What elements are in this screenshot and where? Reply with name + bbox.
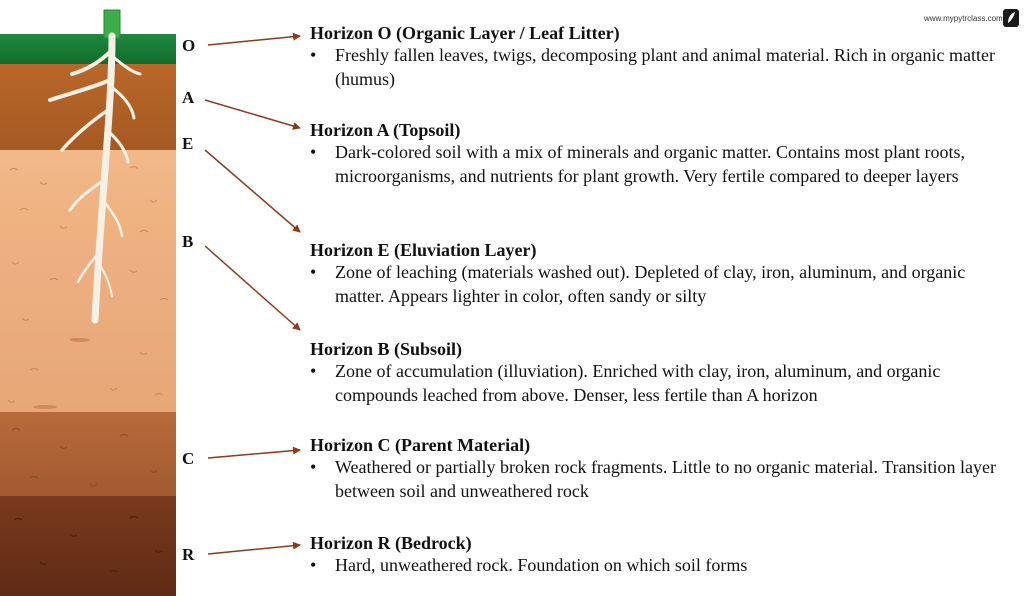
arrow-e (205, 150, 300, 232)
horizon-c-block (310, 434, 1010, 503)
layer-e (0, 150, 176, 240)
layer-o (0, 34, 176, 64)
horizon-b-block (310, 338, 1010, 407)
horizon-r-title: Horizon R (Bedrock) (310, 533, 472, 553)
horizon-b-description (310, 360, 1010, 407)
horizon-a-description-text: Dark-colored soil with a mix of minerals and organic matter. Contains most plant roots, microorganisms, and nutrients for plant growth. Very fertile compared to deeper layers (335, 142, 966, 186)
horizon-c-title: Horizon C (Parent Material) (310, 435, 531, 455)
soil-profile-illustration (0, 0, 176, 596)
horizon-o-description (310, 44, 1010, 91)
horizon-r-description (310, 554, 1010, 578)
bullet-icon: • (310, 45, 317, 65)
bullet-icon: • (310, 555, 317, 575)
horizon-b-title: Horizon B (Subsoil) (310, 339, 463, 359)
horizon-e-title: Horizon E (Eluviation Layer) (310, 240, 537, 260)
horizon-r-block (310, 532, 1010, 578)
horizon-o-title: Horizon O (Organic Layer / Leaf Litter) (310, 23, 620, 43)
horizon-letter-r: R (182, 545, 195, 564)
bullet-icon: • (310, 457, 317, 477)
horizon-a-block (310, 119, 1010, 188)
horizon-r-description-text: Hard, unweathered rock. Foundation on which soil forms (335, 555, 748, 575)
horizon-letter-e: E (182, 134, 194, 153)
horizon-a-description (310, 141, 1010, 188)
horizon-b-description-text: Zone of accumulation (illuviation). Enriched with clay, iron, aluminum, and organic compounds leached from above. Denser, less fertile than A horizon (335, 361, 941, 405)
horizon-e-description-text: Zone of leaching (materials washed out). Depleted of clay, iron, aluminum, and organic matter. Appears lighter in color, often sandy or silty (335, 262, 966, 306)
horizon-letter-b: B (182, 232, 194, 251)
arrow-a (205, 100, 300, 128)
bullet-icon: • (310, 361, 317, 381)
arrow-o (208, 36, 300, 45)
horizon-c-description (310, 456, 1010, 503)
watermark-text: www.mypytrclass.com (924, 14, 1003, 23)
arrow-c (208, 450, 300, 458)
layer-a (0, 64, 176, 150)
horizon-letter-c: C (182, 449, 195, 468)
arrow-r (208, 545, 300, 554)
horizon-letter-a: A (182, 88, 195, 107)
horizon-letter-o: O (182, 36, 196, 55)
bullet-icon: • (310, 142, 317, 162)
site-logo-icon (1002, 8, 1020, 28)
layer-r (0, 496, 176, 596)
horizon-a-title: Horizon A (Topsoil) (310, 120, 461, 140)
bullet-icon: • (310, 262, 317, 282)
horizon-c-description-text: Weathered or partially broken rock fragments. Little to no organic material. Transition layer between soil and unweathered rock (335, 457, 997, 501)
horizon-o-description-text: Freshly fallen leaves, twigs, decomposing plant and animal material. Rich in organic matter (humus) (335, 45, 995, 89)
horizon-o-block (310, 22, 1010, 91)
horizon-e-block (310, 239, 1010, 308)
layer-c (0, 412, 176, 496)
horizon-e-description (310, 261, 1010, 308)
arrow-b (205, 246, 300, 330)
